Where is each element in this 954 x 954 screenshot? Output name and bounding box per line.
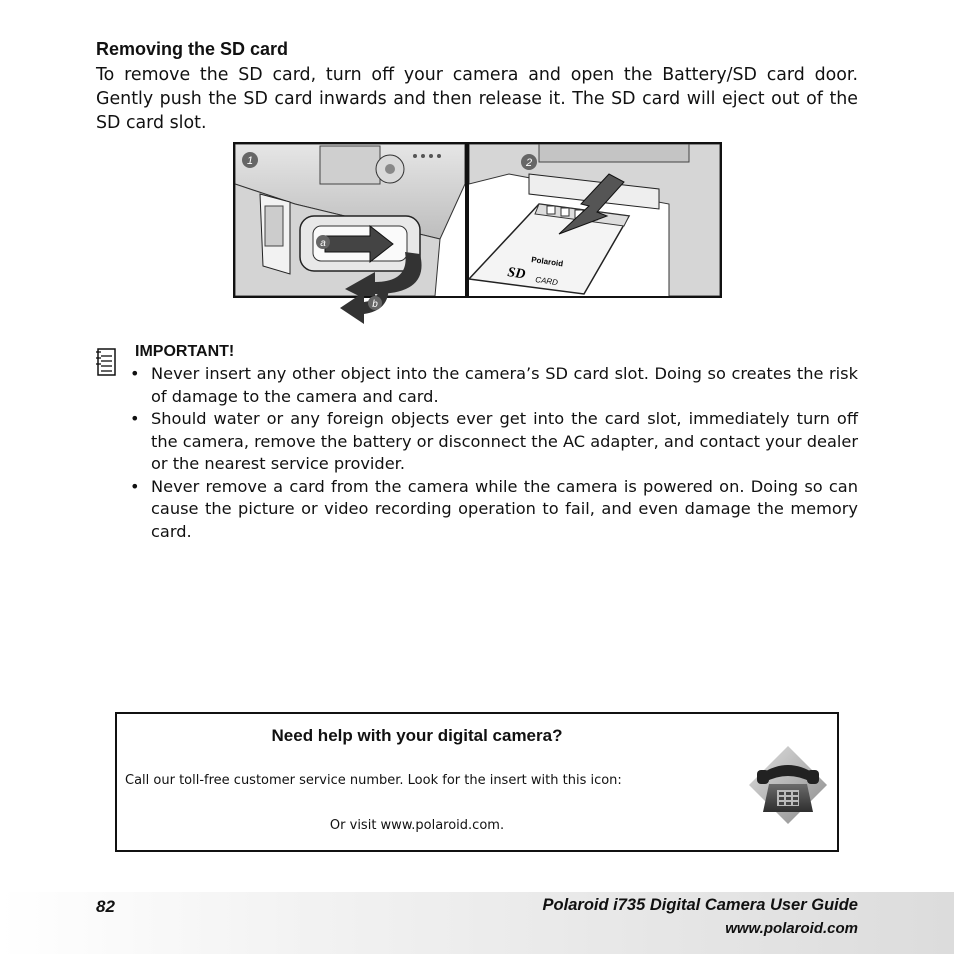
card-word-label: CARD <box>534 275 559 288</box>
intro-paragraph: To remove the SD card, turn off your camera and open the Battery/SD card door. Gently push the SD card inwards and then release it. The SD card will eject out of the SD card slot. <box>96 65 858 133</box>
guide-url[interactable]: www.polaroid.com <box>725 920 858 937</box>
help-call-text: Call our toll-free customer service number. Look for the insert with this icon: <box>125 773 622 788</box>
camera-door-illustration <box>235 144 465 296</box>
figure-step-1 <box>233 142 467 298</box>
figure-step-2 <box>467 142 722 298</box>
callout-a: a <box>320 238 326 249</box>
step-number-1: 1 <box>246 155 254 167</box>
sd-card-eject-illustration <box>469 144 720 296</box>
card-brand: Polaroid <box>530 255 564 269</box>
guide-title: Polaroid i735 Digital Camera User Guide <box>542 896 858 914</box>
telephone-icon <box>747 744 829 826</box>
section-title: Removing the SD card <box>96 39 289 59</box>
callout-b: b <box>372 299 378 310</box>
help-visit-text: Or visit www.polaroid.com. <box>329 818 505 833</box>
list-item: • Should water or any foreign objects ever get into the card slot, immediately turn off the camera, remove the battery or disconnect the AC adapter, and contact your dealer or the nearest service provider. <box>130 408 858 476</box>
step-number-2: 2 <box>525 157 533 169</box>
help-box <box>115 712 839 852</box>
note-icon <box>95 346 117 376</box>
list-item: • Never insert any other object into the camera’s SD card slot. Doing so creates the risk of damage to the camera and card. <box>130 363 858 408</box>
card-sd-label: SD <box>506 265 527 283</box>
eject-arrow-icon <box>338 280 394 328</box>
important-label: IMPORTANT! <box>135 343 235 360</box>
important-list <box>130 363 858 543</box>
list-item: • Never remove a card from the camera while the camera is powered on. Doing so can cause the picture or video recording operation to fail, and even damage the memory card. <box>130 476 858 544</box>
page-number: 82 <box>96 897 115 916</box>
help-title: Need help with your digital camera? <box>271 726 563 745</box>
